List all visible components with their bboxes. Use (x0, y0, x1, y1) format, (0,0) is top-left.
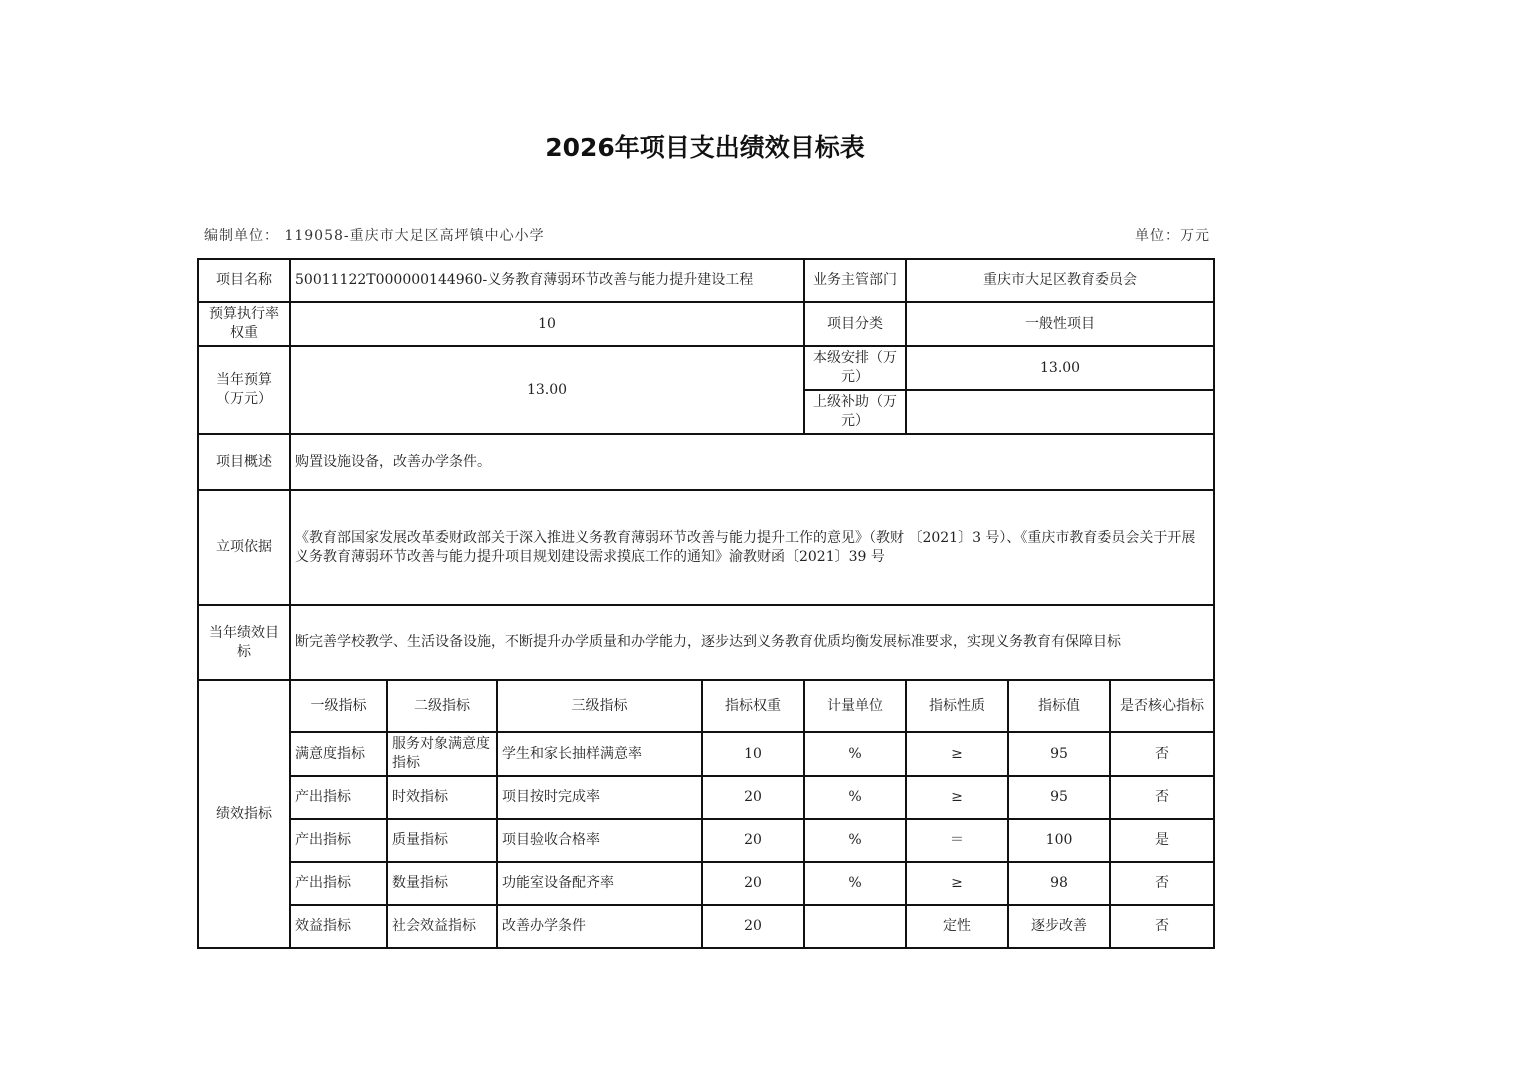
row-level3: 学生和家长抽样满意率 (497, 732, 702, 776)
local-funding-value: 13.00 (906, 346, 1214, 390)
row-nature: ≥ (906, 862, 1008, 905)
department-label: 业务主管部门 (804, 259, 906, 302)
row-level1: 产出指标 (290, 776, 387, 819)
row-level2: 社会效益指标 (387, 905, 497, 948)
row-level1: 满意度指标 (290, 732, 387, 776)
table-row (198, 819, 1214, 862)
row-level2: 时效指标 (387, 776, 497, 819)
compiling-unit-label: 编制单位： (204, 228, 279, 244)
row-level3: 项目按时完成率 (497, 776, 702, 819)
table-row (198, 776, 1214, 819)
row-weight: 20 (702, 862, 804, 905)
row-weight: 10 (702, 732, 804, 776)
row-level2: 数量指标 (387, 862, 497, 905)
goal-label: 当年绩效目标 (198, 605, 290, 680)
row-core: 否 (1110, 776, 1214, 819)
row-level2: 服务对象满意度指标 (387, 732, 497, 776)
row-level3: 功能室设备配齐率 (497, 862, 702, 905)
upper-funding-label: 上级补助（万元） (804, 390, 906, 434)
goal-value: 断完善学校教学、生活设备设施，不断提升办学质量和办学能力，逐步达到义务教育优质均衡发展标准要求，实现义务教育有保障目标 (290, 605, 1214, 680)
row-nature: ＝ (906, 819, 1008, 862)
compiling-unit-value: 119058-重庆市大足区高坪镇中心小学 (284, 228, 545, 244)
department-value: 重庆市大足区教育委员会 (906, 259, 1214, 302)
row-level2: 质量指标 (387, 819, 497, 862)
budget-rate-value: 10 (290, 302, 804, 346)
header-level1: 一级指标 (290, 680, 387, 732)
row-level3: 改善办学条件 (497, 905, 702, 948)
overview-label: 项目概述 (198, 434, 290, 490)
row-level3: 项目验收合格率 (497, 819, 702, 862)
row-value: 逐步改善 (1008, 905, 1110, 948)
header-core: 是否核心指标 (1110, 680, 1214, 732)
compiling-unit (204, 225, 545, 245)
row-core: 否 (1110, 862, 1214, 905)
row-core: 是 (1110, 819, 1214, 862)
header-weight: 指标权重 (702, 680, 804, 732)
header-nature: 指标性质 (906, 680, 1008, 732)
header-unit: 计量单位 (804, 680, 906, 732)
category-label: 项目分类 (804, 302, 906, 346)
indicators-section-label: 绩效指标 (198, 680, 290, 948)
row-weight: 20 (702, 819, 804, 862)
local-funding-label: 本级安排（万元） (804, 346, 906, 390)
row-nature: ≥ (906, 732, 1008, 776)
row-unit: % (804, 776, 906, 819)
row-weight: 20 (702, 905, 804, 948)
row-value: 95 (1008, 732, 1110, 776)
row-core: 否 (1110, 905, 1214, 948)
currency-unit: 单位：万元 (1135, 228, 1210, 244)
overview-value: 购置设施设备，改善办学条件。 (290, 434, 1214, 490)
performance-table (197, 258, 1215, 949)
budget-rate-label: 预算执行率权重 (198, 302, 290, 346)
row-core: 否 (1110, 732, 1214, 776)
row-weight: 20 (702, 776, 804, 819)
annual-budget-label: 当年预算（万元） (198, 346, 290, 434)
row-level1: 产出指标 (290, 819, 387, 862)
row-value: 95 (1008, 776, 1110, 819)
header-level3: 三级指标 (497, 680, 702, 732)
table-row (198, 732, 1214, 776)
upper-funding-value (906, 390, 1214, 434)
project-name-label: 项目名称 (198, 259, 290, 302)
row-value: 98 (1008, 862, 1110, 905)
row-nature: ≥ (906, 776, 1008, 819)
page-title: 2026年项目支出绩效目标表 (545, 133, 865, 162)
row-level1: 效益指标 (290, 905, 387, 948)
row-unit (804, 905, 906, 948)
header-value: 指标值 (1008, 680, 1110, 732)
header-level2: 二级指标 (387, 680, 497, 732)
project-name-value: 50011122T000000144960-义务教育薄弱环节改善与能力提升建设工程 (290, 259, 804, 302)
row-unit: % (804, 862, 906, 905)
annual-budget-value: 13.00 (290, 346, 804, 434)
row-unit: % (804, 819, 906, 862)
category-value: 一般性项目 (906, 302, 1214, 346)
row-unit: % (804, 732, 906, 776)
table-row (198, 862, 1214, 905)
row-nature: 定性 (906, 905, 1008, 948)
table-row (198, 905, 1214, 948)
basis-value: 《教育部国家发展改革委财政部关于深入推进义务教育薄弱环节改善与能力提升工作的意见》（教财 〔2021〕3 号）、《重庆市教育委员会关于开展义务教育薄弱环节改善与能力提升项目规划建设需求摸底工作的通知》渝教财函〔2021〕39 号 (290, 490, 1214, 605)
basis-label: 立项依据 (198, 490, 290, 605)
row-value: 100 (1008, 819, 1110, 862)
row-level1: 产出指标 (290, 862, 387, 905)
